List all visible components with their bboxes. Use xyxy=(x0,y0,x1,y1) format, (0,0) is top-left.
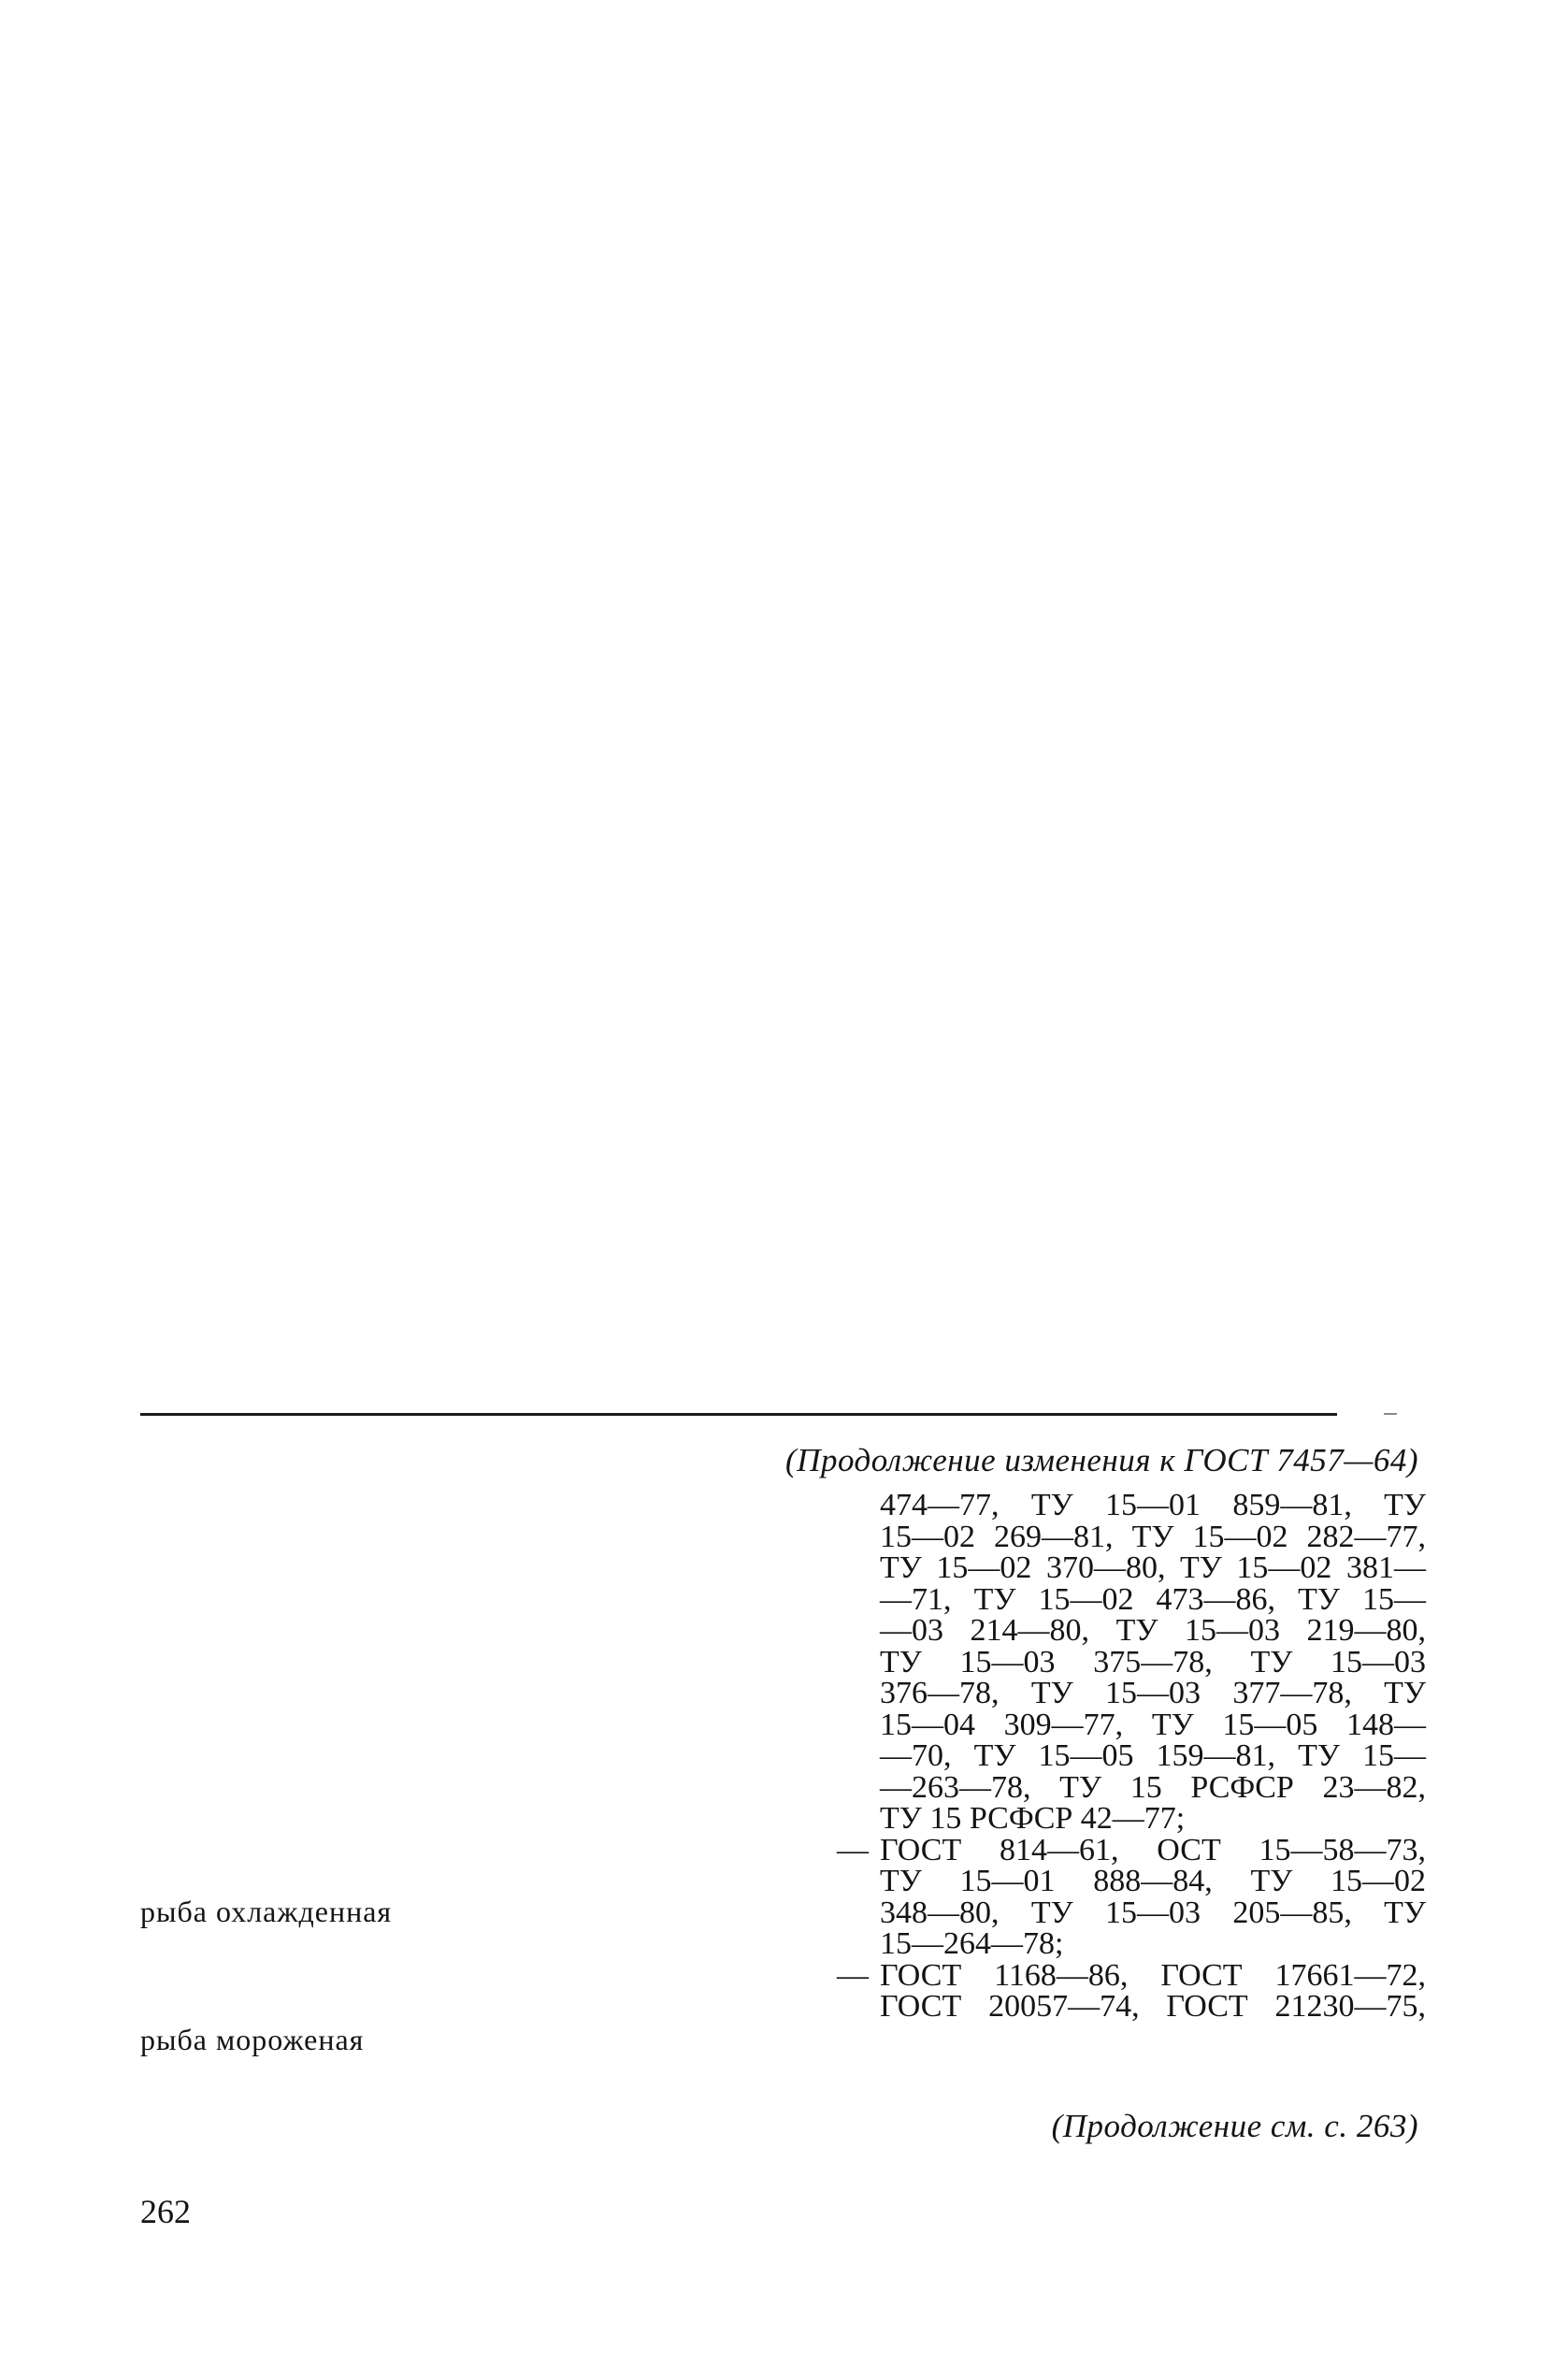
standards-line: —70, ТУ 15—05 159—81, ТУ 15— xyxy=(880,1738,1426,1773)
standards-line-dashed xyxy=(837,1957,1426,1993)
standards-list xyxy=(837,1490,1426,2023)
standards-line: —71, ТУ 15—02 473—86, ТУ 15— xyxy=(880,1581,1426,1617)
separator-rule xyxy=(140,1413,1337,1416)
standards-line: 15—04 309—77, ТУ 15—05 148— xyxy=(880,1707,1426,1742)
label-chilled-fish: рыба охлажденная xyxy=(140,1895,393,1928)
standards-line: 15—264—78; xyxy=(880,1926,1064,1961)
standards-line: 348—80, ТУ 15—03 205—85, ТУ xyxy=(880,1895,1426,1930)
list-dash: — xyxy=(837,1957,869,1993)
standards-line: 474—77, ТУ 15—01 859—81, ТУ xyxy=(880,1488,1426,1522)
standards-line: —03 214—80, ТУ 15—03 219—80, xyxy=(880,1613,1426,1648)
continuation-footer: (Продолжение см. с. 263) xyxy=(1051,2108,1418,2144)
page-number: 262 xyxy=(140,2193,191,2230)
standards-line: ГОСТ 20057—74, ГОСТ 21230—75, xyxy=(880,1989,1426,2024)
separator-rule-tail xyxy=(1384,1413,1397,1415)
standards-line: ТУ 15—01 888—84, ТУ 15—02 xyxy=(880,1864,1426,1898)
standards-line: 15—02 269—81, ТУ 15—02 282—77, xyxy=(880,1519,1426,1554)
standards-line: —263—78, ТУ 15 РСФСР 23—82, xyxy=(880,1769,1426,1805)
standards-line-text: ГОСТ 814—61, ОСТ 15—58—73, xyxy=(880,1832,1426,1867)
label-frozen-fish: рыба мороженая xyxy=(140,2023,365,2056)
standards-line: ТУ 15 РСФСР 42—77; xyxy=(880,1801,1186,1836)
standards-line: 376—78, ТУ 15—03 377—78, ТУ xyxy=(880,1676,1426,1710)
standards-line: ТУ 15—02 370—80, ТУ 15—02 381— xyxy=(880,1550,1426,1585)
list-dash: — xyxy=(837,1832,869,1867)
standards-line-dashed xyxy=(837,1832,1426,1867)
standards-line: ТУ 15—03 375—78, ТУ 15—03 xyxy=(880,1644,1426,1679)
standards-line-text: ГОСТ 1168—86, ГОСТ 17661—72, xyxy=(880,1957,1426,1993)
continuation-header: (Продолжение изменения к ГОСТ 7457—64) xyxy=(785,1442,1418,1478)
